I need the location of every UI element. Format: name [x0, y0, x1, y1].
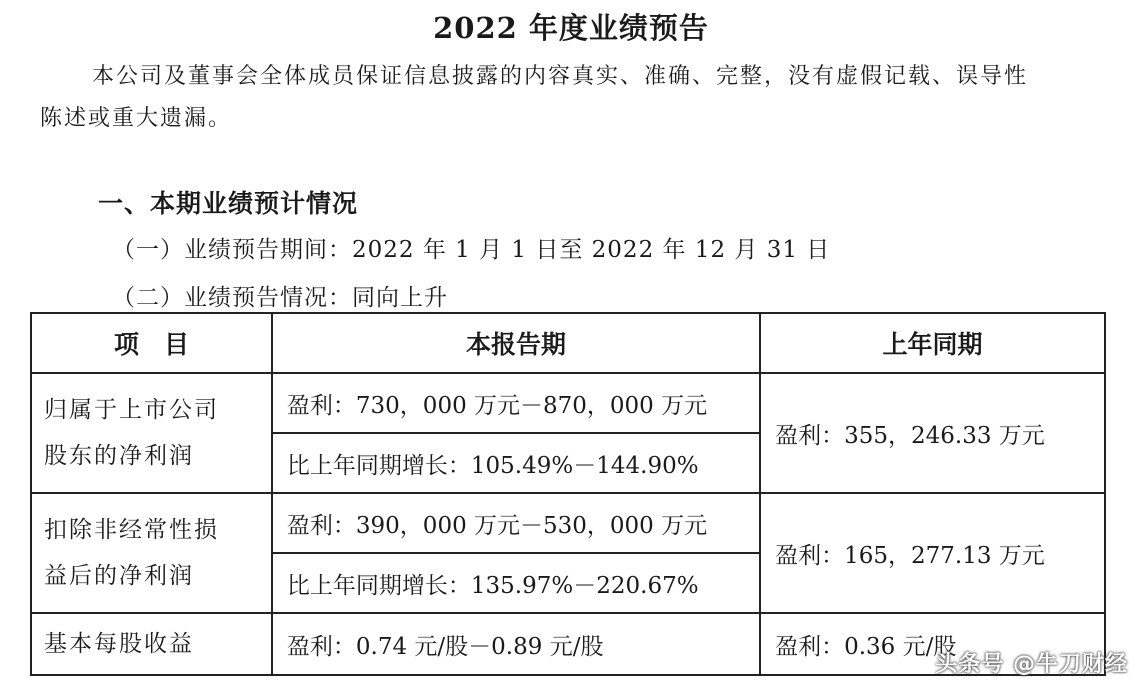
row-label-line: 股东的净利润: [44, 443, 194, 469]
row-label-net-profit: [31, 373, 272, 493]
forecast-status: （二）业绩预告情况：同向上升: [112, 285, 448, 311]
forecast-period: （一）业绩预告期间：2022 年 1 月 1 日至 2022 年 12 月 31 日: [112, 237, 831, 263]
current-profit-range: 盈利：730，000 万元－870，000 万元: [272, 373, 760, 433]
current-eps-range: 盈利：0.74 元/股－0.89 元/股: [272, 613, 760, 675]
table-header-row: [31, 313, 1105, 373]
current-profit-range: 盈利：390，000 万元－530，000 万元: [272, 493, 760, 553]
previous-eps: 盈利：0.36 元/股: [760, 613, 1105, 675]
row-label-line: 扣除非经常性损: [44, 517, 219, 543]
intro-line-1: 本公司及董事会全体成员保证信息披露的内容真实、准确、完整，没有虚假记载、误导性: [92, 64, 1029, 89]
section-heading: 一、本期业绩预计情况: [98, 189, 359, 218]
header-item: 项 目: [31, 313, 272, 373]
row-label-line: 归属于上市公司: [44, 397, 219, 423]
intro-line-2: 陈述或重大遗漏。: [40, 106, 233, 131]
previous-profit: 盈利：165，277.13 万元: [760, 493, 1105, 613]
row-label-eps: 基本每股收益: [31, 613, 272, 675]
watermark: 头条号 @牛刀财经: [935, 652, 1128, 677]
header-previous-period: 上年同期: [760, 313, 1105, 373]
table-row: [31, 493, 1105, 553]
current-growth-range: 比上年同期增长：105.49%－144.90%: [272, 433, 760, 493]
current-growth-range: 比上年同期增长：135.97%－220.67%: [272, 553, 760, 613]
intro-paragraph: [40, 56, 1102, 140]
header-current-period: 本报告期: [272, 313, 760, 373]
forecast-table: [30, 312, 1106, 676]
row-label-adjusted-net-profit: [31, 493, 272, 613]
document-title: 2022 年度业绩预告: [433, 11, 709, 45]
previous-profit: 盈利：355，246.33 万元: [760, 373, 1105, 493]
table-row: [31, 373, 1105, 433]
row-label-line: 益后的净利润: [44, 563, 194, 589]
